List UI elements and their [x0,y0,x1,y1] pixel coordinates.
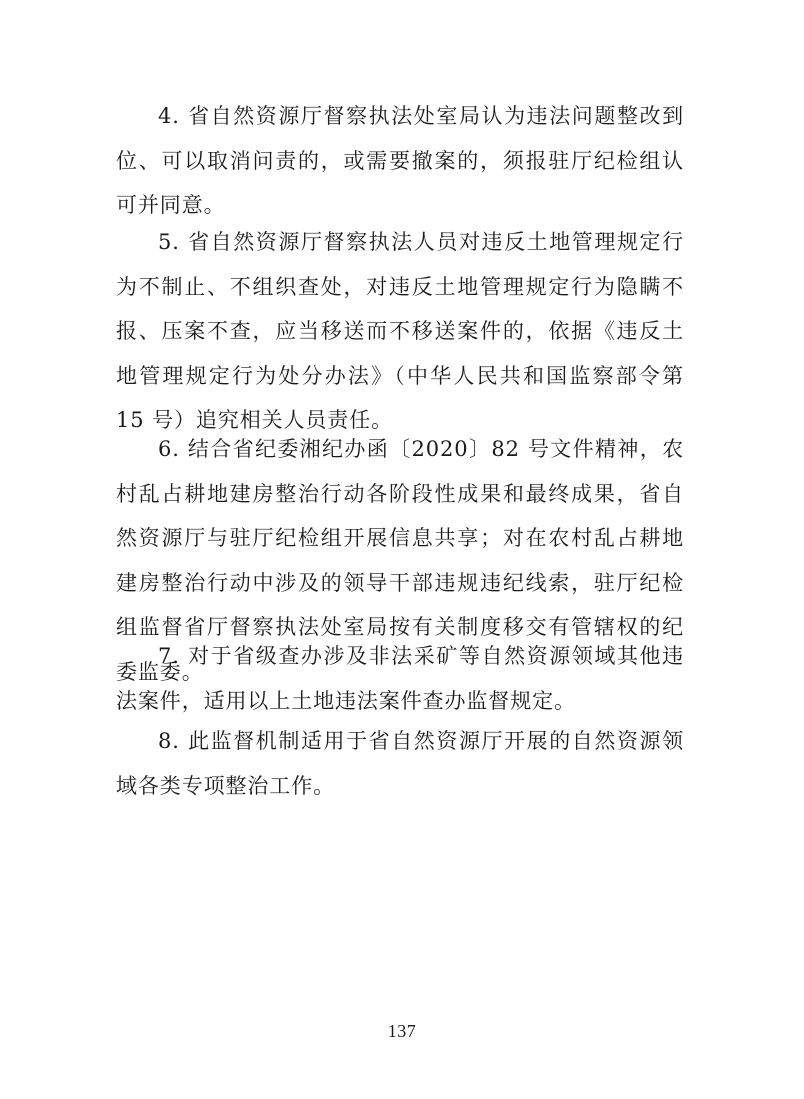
paragraph-item-7: 7. 对于省级查办涉及非法采矿等自然资源领域其他违法案件，适用以上土地违法案件查办监督规定。 [116,644,684,713]
page-number: 137 [387,1021,417,1041]
paragraph-item-6: 6. 结合省纪委湘纪办函〔2020〕82 号文件精神，农村乱占耕地建房整治行动各阶段性成果和最终成果，省自然资源厅与驻厅纪检组开展信息共享；对在农村乱占耕地建房整治行动中涉及的领导干部违规违纪线索，驻厅纪检组监督省厅督察执法处室局按有关制度移交有管辖权的纪委监委。 [116,437,684,684]
paragraph-item-8: 8. 此监督机制适用于省自然资源厅开展的自然资源领域各类专项整治工作。 [116,729,684,798]
paragraph-item-5: 5. 省自然资源厅督察执法人员对违反土地管理规定行为不制止、不组织查处，对违反土地管理规定行为隐瞒不报、压案不查，应当移送而不移送案件的，依据《违反土地管理规定行为处分办法》（中华人民共和国监察部令第 15 号）追究相关人员责任。 [116,230,684,432]
paragraph-item-4: 4. 省自然资源厅督察执法处室局认为违法问题整改到位、可以取消问责的，或需要撤案的，须报驻厅纪检组认可并同意。 [116,104,684,217]
